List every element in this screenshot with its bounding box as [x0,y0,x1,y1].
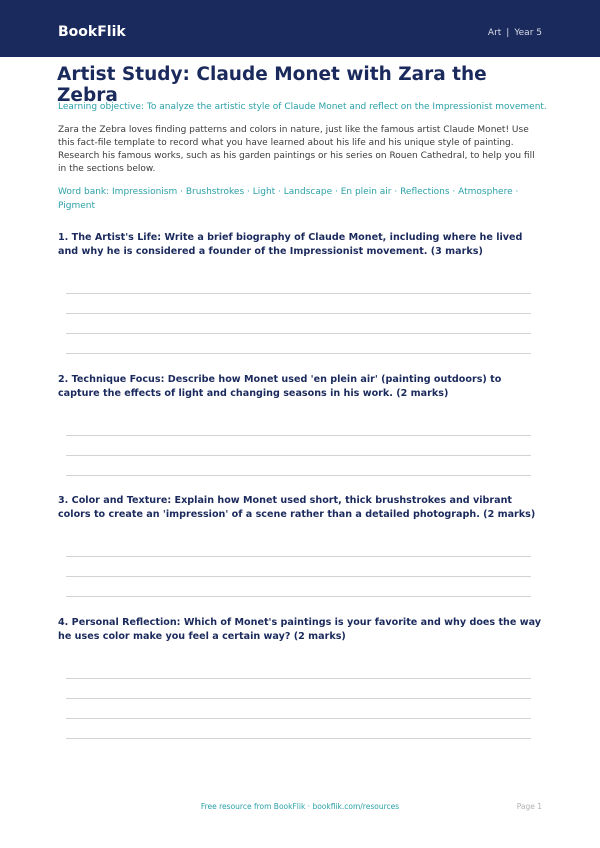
answer-line[interactable] [66,596,531,597]
learning-objective: Learning objective: To analyze the artistic style of Claude Monet and reflect on the Impressionist movement. [58,102,547,112]
answer-line[interactable] [66,556,531,557]
answer-line[interactable] [66,698,531,699]
question-2: 2. Technique Focus: Describe how Monet used 'en plein air' (painting outdoors) to capture the effects of light and changing seasons in his work. (2 marks) [58,374,502,399]
footer-text: Free resource from BookFlik · bookflik.com/resources [200,802,400,811]
answer-line[interactable] [66,353,531,354]
page-number: Page 1 [516,802,542,811]
answer-line[interactable] [66,718,531,719]
year-label: Year 5 [514,28,542,38]
subject-year [488,28,542,38]
page-title: Artist Study: Claude Monet with Zara the Zebra [57,64,487,106]
answer-line[interactable] [66,678,531,679]
question-4: 4. Personal Reflection: Which of Monet's paintings is your favorite and why does the way he uses color make you feel a certain way? (2 marks) [58,617,542,642]
word-bank: Word bank: Impressionism · Brushstrokes · Light · Landscape · En plein air · Reflections · Atmosphere · Pigment [58,187,519,211]
answer-line[interactable] [66,435,531,436]
brand-logo: BookFlik [58,24,126,40]
question-1: 1. The Artist's Life: Write a brief biography of Claude Monet, including where he lived and why he is considered a founder of the Impressionist movement. (3 marks) [58,232,523,257]
answer-line[interactable] [66,313,531,314]
answer-line[interactable] [66,475,531,476]
intro-paragraph: Zara the Zebra loves finding patterns and colors in nature, just like the famous artist Claude Monet! Use this fact-file template to record what you have learned about his life and his unique style of painting. Research his famous works, such as his garden paintings or his series on Rouen Cathedral, to help you fill in the sections below. [58,125,535,174]
meta-separator: | [506,28,510,38]
answer-line[interactable] [66,576,531,577]
answer-line[interactable] [66,455,531,456]
answer-line[interactable] [66,738,531,739]
answer-line[interactable] [66,333,531,334]
header-bar [0,0,600,57]
answer-line[interactable] [66,293,531,294]
subject-label: Art [487,28,502,38]
question-3: 3. Color and Texture: Explain how Monet used short, thick brushstrokes and vibrant colors to create an 'impression' of a scene rather than a detailed photograph. (2 marks) [58,495,536,520]
